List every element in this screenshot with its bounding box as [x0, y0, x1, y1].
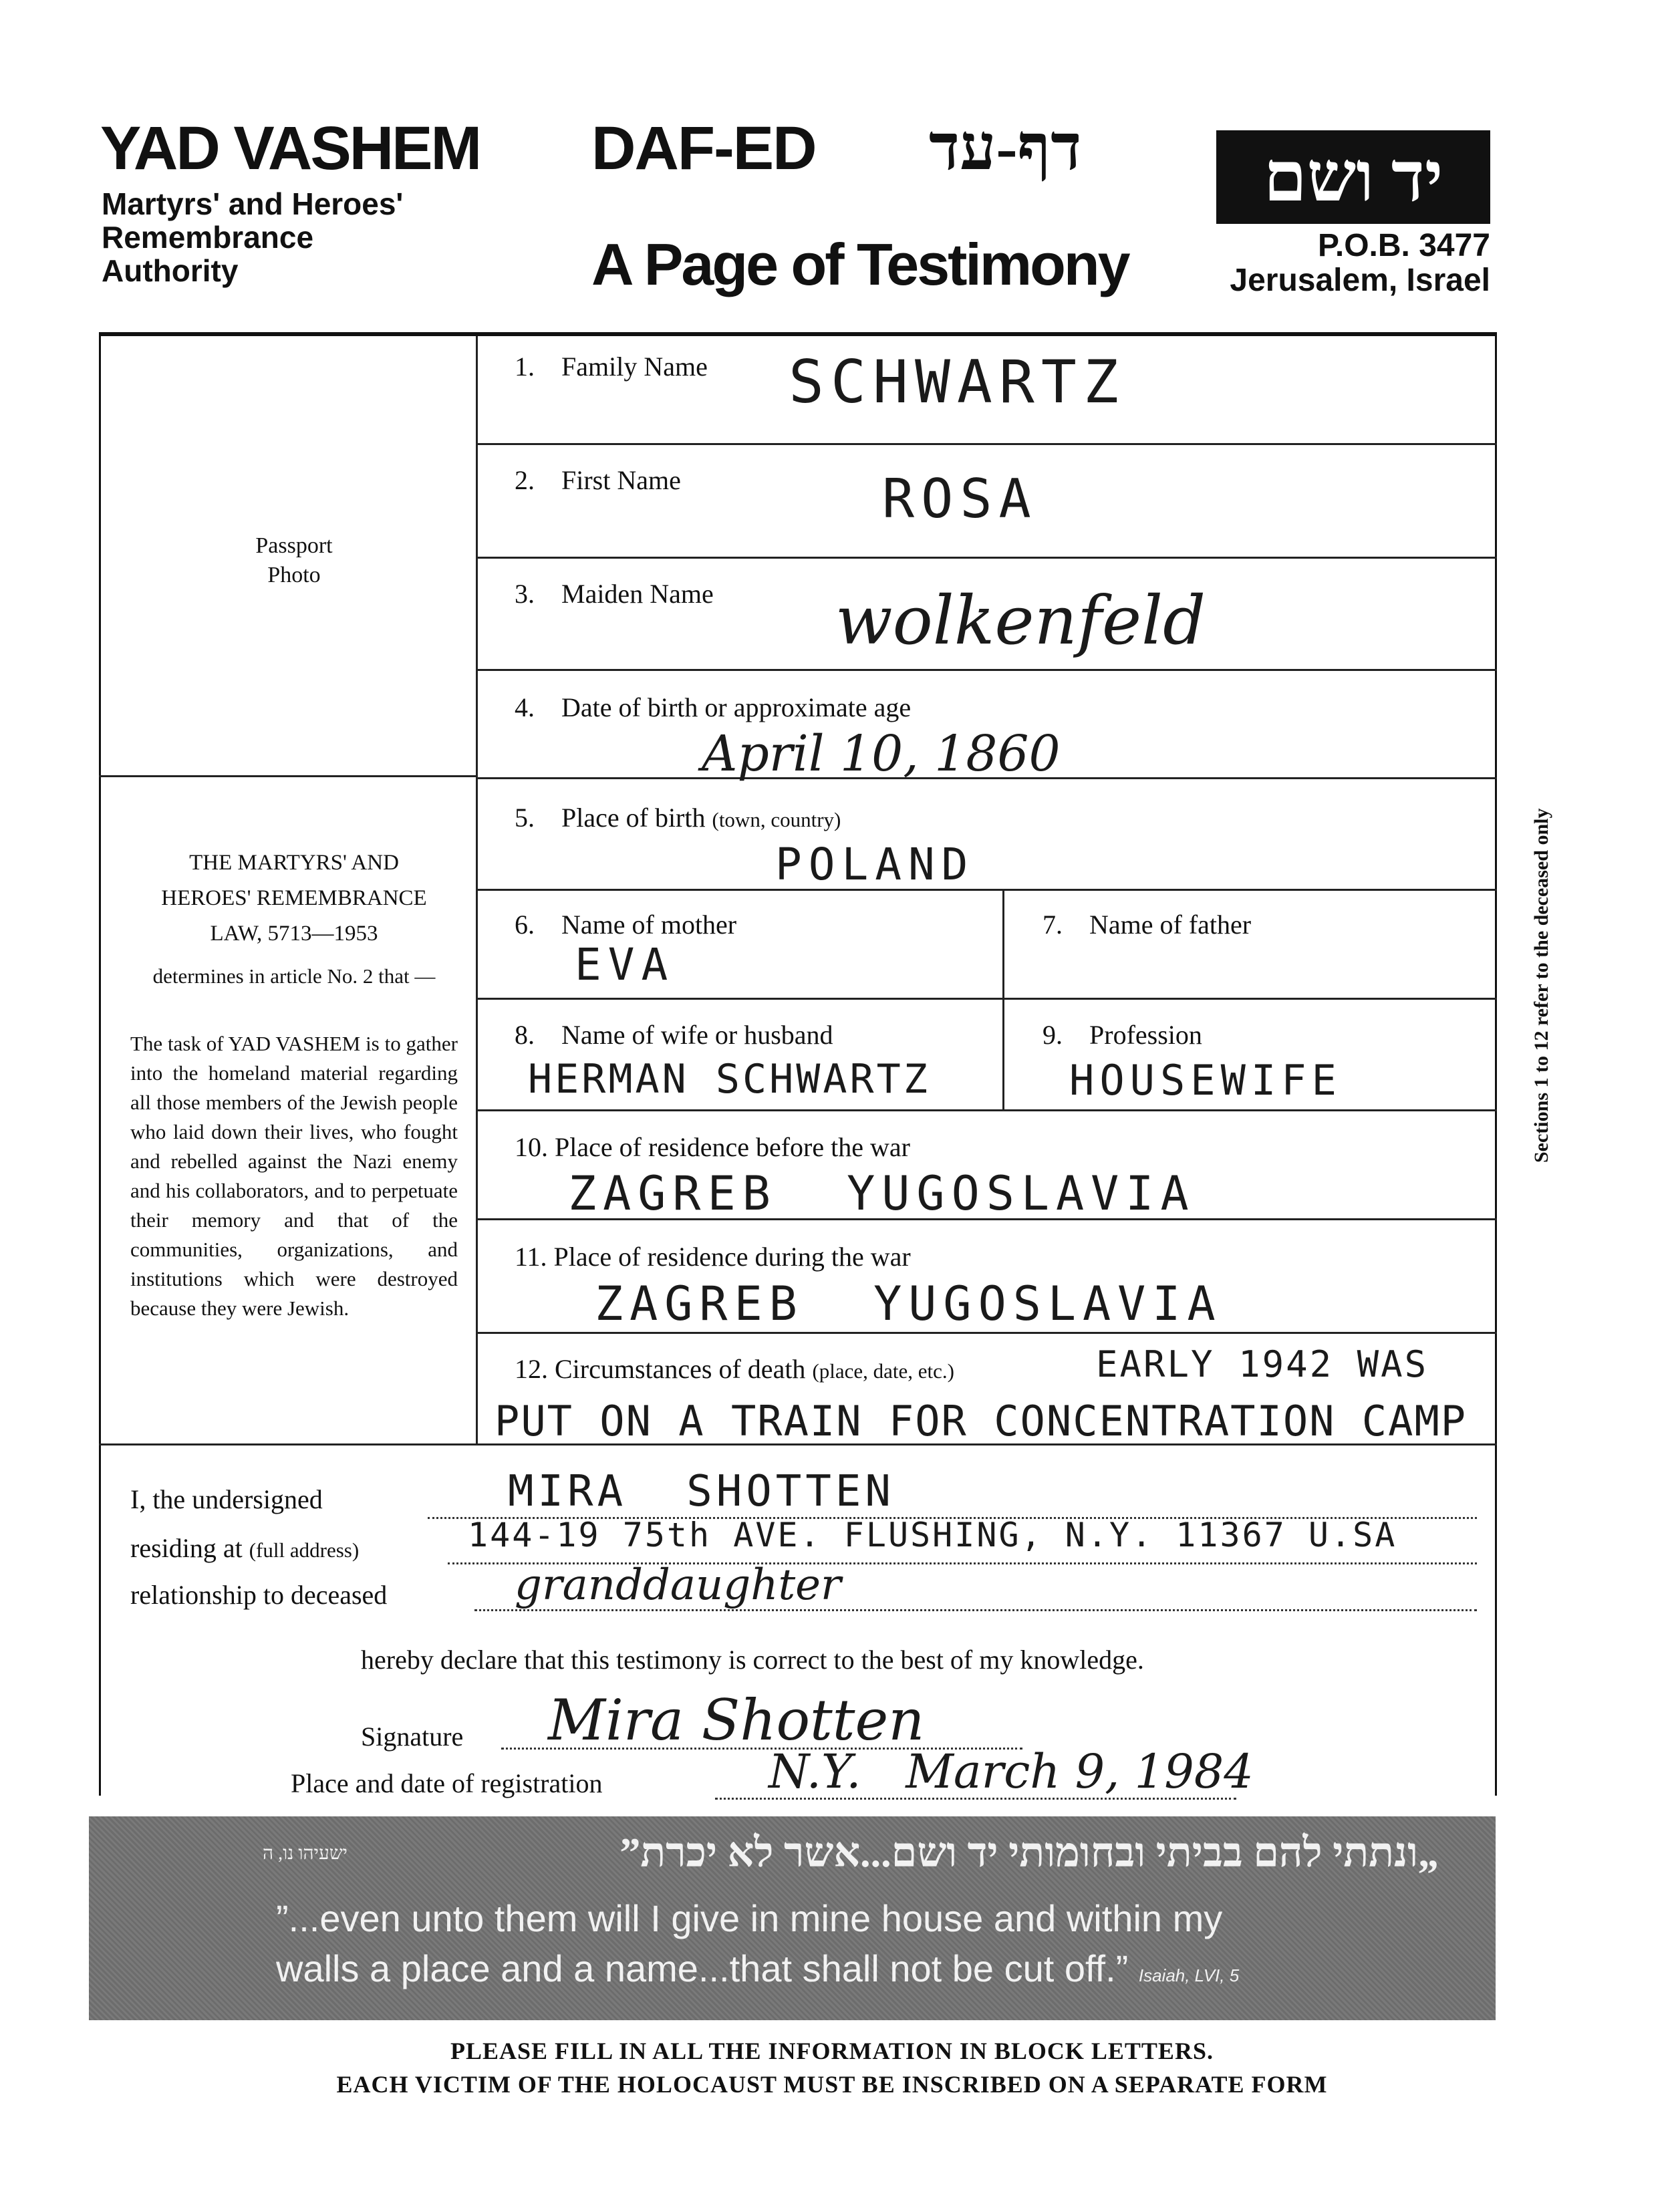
org-title: YAD VASHEM [100, 114, 480, 182]
death-hint: (place, date, etc.) [812, 1359, 954, 1383]
left-column-divider [476, 336, 478, 1445]
field-profession-label: 9. Profession [1043, 1020, 1202, 1050]
law-heading-line3: LAW, 5713—1953 [210, 922, 378, 946]
row-divider [476, 669, 1497, 671]
hebrew-daf-ed-title: דף-עד [929, 112, 1082, 183]
footer-instruction-1: PLEASE FILL IN ALL THE INFORMATION IN BLOCK LETTERS. [450, 2038, 1214, 2064]
field-first-name-label: 2. First Name [515, 465, 681, 495]
death-label-text: 12. Circumstances of death [515, 1354, 806, 1384]
relationship-value[interactable]: granddaughter [515, 1560, 841, 1610]
relationship-label: relationship to deceased [130, 1580, 388, 1610]
logo-hebrew-text: יד ושם [1263, 138, 1443, 216]
field-birth-place-value[interactable]: POLAND [775, 839, 975, 890]
daf-ed-title: DAF-ED [591, 114, 816, 182]
field-first-name-value[interactable]: ROSA [882, 468, 1038, 530]
passport-label-line2: Photo [267, 563, 321, 587]
field-mother-name-label: 6. Name of mother [515, 910, 737, 940]
row-divider [476, 1109, 1497, 1111]
quote-banner [89, 1816, 1496, 2020]
field-birth-place-label [515, 802, 841, 833]
undersigned-label: I, the undersigned [130, 1484, 323, 1514]
field-birth-date-value[interactable]: April 10, 1860 [702, 725, 1061, 783]
law-heading [124, 845, 464, 952]
field-profession-value[interactable]: HOUSEWIFE [1069, 1056, 1342, 1105]
signature-label: Signature [361, 1721, 464, 1752]
banner-english-line2 [276, 1947, 1239, 1990]
field-death-circumstances-value-line1[interactable]: EARLY 1942 WAS [1096, 1343, 1429, 1385]
birth-place-label-text: 5. Place of birth [515, 803, 706, 833]
banner-hebrew-quote: „ונתתי להם בביתי ובחומותי יד ושם...אשר לא יכרת” [619, 1830, 1439, 1876]
row-divider [476, 557, 1497, 559]
field-residence-before-label: 10. Place of residence before the war [515, 1132, 910, 1162]
field-residence-during-value[interactable]: ZAGREB YUGOSLAVIA [595, 1276, 1222, 1331]
city: Jerusalem, Israel [1230, 263, 1490, 298]
residing-value[interactable]: 144-19 75th AVE. FLUSHING, N.Y. 11367 U.SA [468, 1516, 1397, 1554]
birth-place-hint: (town, country) [712, 808, 841, 831]
field-maiden-name-value[interactable]: wolkenfeld [835, 581, 1206, 660]
passport-label-line1: Passport [255, 533, 333, 558]
banner-hebrew-reference: ישעיהו נו, ה [263, 1843, 348, 1864]
row-divider [476, 1332, 1497, 1334]
field-birth-date-label: 4. Date of birth or approximate age [515, 692, 912, 722]
field-residence-during-label: 11. Place of residence during the war [515, 1242, 911, 1272]
field-family-name-value[interactable]: SCHWARTZ [789, 348, 1125, 416]
passport-photo-area [200, 531, 388, 590]
field-death-circumstances-label [515, 1353, 954, 1385]
yad-vashem-logo [1216, 130, 1490, 224]
sections-side-note: Sections 1 to 12 refer to the deceased only [1530, 808, 1552, 1163]
row-divider [476, 443, 1497, 445]
org-sub-line1: Martyrs' and Heroes' [102, 186, 404, 221]
field-family-name-label: 1. Family Name [515, 352, 708, 382]
field-spouse-name-value[interactable]: HERMAN SCHWARTZ [528, 1056, 930, 1103]
residing-hint: (full address) [249, 1538, 360, 1562]
field-maiden-name-label: 3. Maiden Name [515, 579, 714, 609]
law-determines: determines in article No. 2 that — [152, 964, 436, 988]
column-divider [1002, 889, 1004, 1111]
page-title: A Page of Testimony [591, 231, 1129, 297]
law-heading-line1: THE MARTYRS' AND [189, 851, 399, 875]
declaration-statement: hereby declare that this testimony is correct to the best of my knowledge. [361, 1645, 1144, 1675]
field-father-name-label: 7. Name of father [1043, 910, 1252, 940]
org-sub-line3: Authority [102, 253, 239, 288]
po-box: P.O.B. 3477 [1318, 228, 1490, 263]
residing-label [130, 1532, 359, 1564]
registration-value[interactable]: N.Y. March 9, 1984 [769, 1744, 1254, 1799]
banner-english-line1: ”...even unto them will I give in mine house and within my [276, 1897, 1223, 1939]
row-divider [476, 889, 1497, 891]
field-mother-name-value[interactable]: EVA [575, 939, 675, 990]
field-spouse-name-label: 8. Name of wife or husband [515, 1020, 833, 1050]
field-death-circumstances-value-line2[interactable]: PUT ON A TRAIN FOR CONCENTRATION CAMP [495, 1397, 1468, 1445]
org-subtitle [102, 187, 503, 287]
field-residence-before-value[interactable]: ZAGREB YUGOSLAVIA [568, 1166, 1196, 1221]
org-sub-line2: Remembrance [102, 220, 314, 255]
law-heading-line2: HEROES' REMEMBRANCE [161, 886, 427, 910]
registration-label: Place and date of registration [291, 1768, 603, 1798]
row-divider [476, 998, 1497, 1000]
law-text: The task of YAD VASHEM is to gather into the homeland material regarding all those members of the Jewish people who laid down their lives, who fought and rebelled against the Nazi enemy and his collaborators, and to perpetuate their memory and that of the communities, organizations, and institutions which were destroyed because they were Jewish. [130, 1032, 458, 1320]
passport-section-divider [99, 775, 477, 777]
footer-instruction-2: EACH VICTIM OF THE HOLOCAUST MUST BE INSCRIBED ON A SEPARATE FORM [336, 2071, 1328, 2098]
residing-label-text: residing at [130, 1533, 243, 1563]
signature-value[interactable]: Mira Shotten [548, 1687, 925, 1753]
undersigned-value[interactable]: MIRA SHOTTEN [508, 1467, 895, 1516]
banner-line2-text: walls a place and a name...that shall not be cut off.” [276, 1947, 1129, 1989]
banner-reference: Isaiah, LVI, 5 [1138, 1965, 1240, 1985]
